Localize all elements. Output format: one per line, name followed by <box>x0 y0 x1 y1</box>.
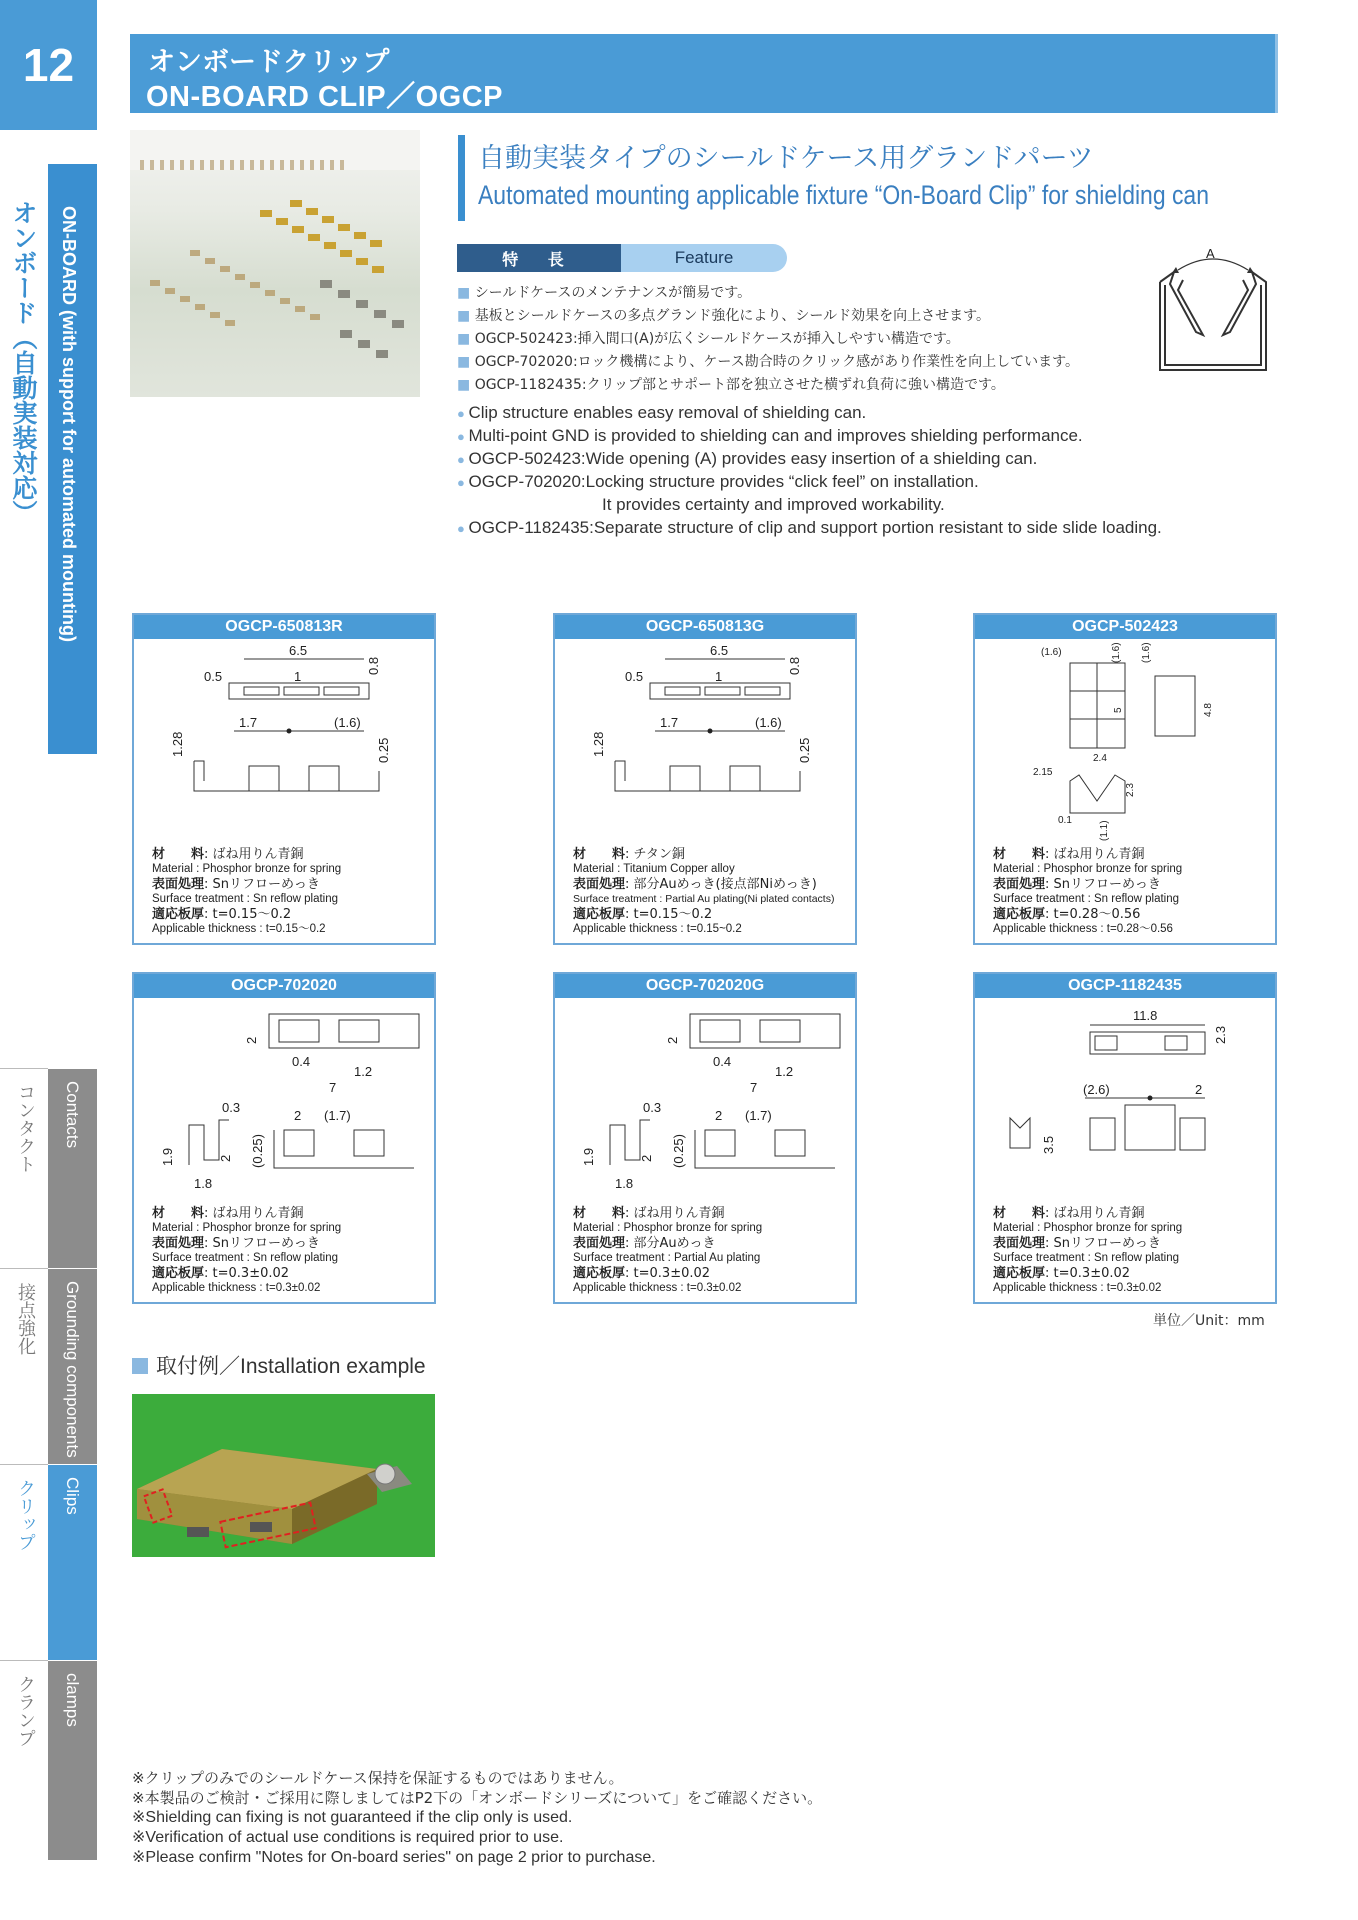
spec-label: 材 料 <box>993 847 1046 862</box>
spec-value-en: Material : Phosphor bronze for spring <box>573 1222 763 1234</box>
dim-label: 1.7 <box>660 715 679 730</box>
dim-label: 1 <box>294 669 302 684</box>
spec-label: 適応板厚 <box>152 907 205 922</box>
product-drawing <box>555 641 855 846</box>
header-title-en: ON-BOARD CLIP／OGCP <box>146 81 504 113</box>
spec-label: 材 料 <box>573 1206 626 1221</box>
product-name: OGCP-650813G <box>555 615 855 639</box>
dim-label: 6.5 <box>289 643 308 658</box>
dim-label: 2 <box>244 1036 259 1044</box>
product-card-1182435 <box>973 972 1277 1304</box>
feature-item-jp: ■ 基板とシールドケースの多点グランド強化により、シールド効果を向上させます。 <box>457 305 1157 328</box>
spec-label: 表面処理 <box>993 877 1046 892</box>
spec-label: 材 料 <box>573 847 626 862</box>
page-header <box>130 34 1278 113</box>
dim-label: 6.5 <box>710 643 729 658</box>
feature-item-en: ● OGCP-1182435:Separate structure of clip and support portion resistant to side slide loading. <box>457 516 1287 539</box>
dim-label: 2.3 <box>1125 783 1136 797</box>
spec-label: 適応板厚 <box>573 1266 626 1281</box>
dim-label: 2.15 <box>1033 767 1053 778</box>
side-category-onboard-en: ON-BOARD (with support for automated mounting) <box>59 206 79 642</box>
dim-label: (1.6) <box>755 715 782 730</box>
side-category-clips[interactable] <box>0 1464 97 1660</box>
unit-note: 単位／Unit：mm <box>1153 1313 1265 1329</box>
footnote: ※Shielding can fixing is not guaranteed if the clip only is used. <box>132 1809 573 1826</box>
product-card-650813r <box>132 613 436 945</box>
clip-opening-diagram <box>1148 240 1278 385</box>
dim-label: (1.6) <box>1111 642 1122 663</box>
spec-label: 表面処理 <box>573 1236 626 1251</box>
spec-label: 適応板厚 <box>152 1266 205 1281</box>
product-name: OGCP-702020G <box>555 974 855 998</box>
dim-label: 11.8 <box>1133 1008 1158 1023</box>
spec-value: ばね用りん青銅 <box>1053 1206 1145 1221</box>
side-category-label-en: Clips <box>63 1477 82 1515</box>
intro-title-jp: 自動実装タイプのシールドケース用グランドパーツ <box>478 143 1094 174</box>
spec-label: 表面処理 <box>993 1236 1046 1251</box>
spec-label: 適応板厚 <box>573 907 626 922</box>
side-category-label-jp: クランプ <box>15 1675 36 1747</box>
feature-item-en: ● OGCP-702020:Locking structure provides “click feel” on installation. <box>457 470 1287 493</box>
side-category-contacts[interactable] <box>0 1068 97 1268</box>
spec-value-en: Material : Phosphor bronze for spring <box>993 1222 1183 1234</box>
feature-heading <box>457 244 787 272</box>
side-category-label-jp: 接点強化 <box>15 1283 36 1355</box>
spec-label: 表面処理 <box>152 877 205 892</box>
spec-label: 材 料 <box>152 1206 205 1221</box>
side-category-label-jp: クリップ <box>15 1479 36 1551</box>
spec-value: t=0.15～0.2 <box>633 907 713 922</box>
spec-value: チタン銅 <box>633 847 685 862</box>
product-spec: 材 料: ばね用りん青銅 Material : Phosphor bronze for spring 表面処理: Snリフローめっき Surface treatment : Sn reflow plating 適応板厚: t=0.3±0.02 Applicable thickness : t=0.3±0.02 <box>993 1206 1271 1296</box>
side-category-clamps[interactable] <box>0 1660 97 1860</box>
dim-label: 1.7 <box>239 715 258 730</box>
feature-item-en: ● Multi-point GND is provided to shielding can and improves shielding performance. <box>457 424 1287 447</box>
dim-label: 1.9 <box>581 1147 596 1166</box>
spec-value: t=0.3±0.02 <box>212 1266 290 1281</box>
dim-label: 0.5 <box>625 669 644 684</box>
diagram-label-a: A <box>1206 246 1215 261</box>
spec-label: 材 料 <box>152 847 205 862</box>
dim-label: (1.7) <box>745 1108 772 1123</box>
footnote: ※Please confirm "Notes for On-board series" on page 2 prior to purchase. <box>132 1849 656 1866</box>
feature-item-jp: ■ OGCP-702020:ロック機構により、ケース勘合時のクリック感があり作業性を向上しています。 <box>457 351 1157 374</box>
header-title-jp: オンボードクリップ <box>148 47 390 78</box>
spec-value: 部分Auめっき <box>633 1236 716 1251</box>
dim-label: 0.8 <box>366 656 381 675</box>
dim-label: (2.6) <box>1083 1082 1110 1097</box>
intro-title-en: Automated mounting applicable fixture “On-Board Clip” for shielding can <box>478 180 1209 210</box>
spec-value: Snリフローめっき <box>212 1236 320 1251</box>
feature-item-en: ● OGCP-502423:Wide opening (A) provides easy insertion of a shielding can. <box>457 447 1287 470</box>
feature-item-jp: ■ OGCP-1182435:クリップ部とサポート部を独立させた横ずれ負荷に強い構造です。 <box>457 374 1157 397</box>
dim-label: 1.2 <box>354 1064 373 1079</box>
dim-label: 2 <box>294 1108 302 1123</box>
product-card-702020g <box>553 972 857 1304</box>
spec-value-en: Material : Phosphor bronze for spring <box>152 863 342 875</box>
dim-label: 1.8 <box>615 1176 634 1191</box>
side-category-label-en: Grounding components <box>63 1281 82 1458</box>
dim-label: 0.8 <box>787 656 802 675</box>
dim-label: 1.8 <box>194 1176 213 1191</box>
spec-label: 適応板厚 <box>993 907 1046 922</box>
spec-value-en: Material : Phosphor bronze for spring <box>152 1222 342 1234</box>
spec-label: 適応板厚 <box>993 1266 1046 1281</box>
dim-label: 0.3 <box>643 1100 662 1115</box>
spec-value: Snリフローめっき <box>212 877 320 892</box>
dim-label: 1.28 <box>170 731 185 757</box>
spec-value-en: Applicable thickness : t=0.3±0.02 <box>152 1282 321 1294</box>
spec-value: t=0.28～0.56 <box>1053 907 1141 922</box>
feature-tab-jp: 特 長 <box>457 244 621 272</box>
square-bullet-icon <box>132 1358 148 1374</box>
dim-label: (1.6) <box>1141 642 1152 663</box>
spec-label: 表面処理 <box>573 877 626 892</box>
installation-example-image <box>132 1394 435 1557</box>
feature-list-en <box>457 401 1287 539</box>
dim-label: 1.9 <box>160 1147 175 1166</box>
dim-label: 2 <box>715 1108 723 1123</box>
dim-label: 2 <box>665 1036 680 1044</box>
dim-label: 3.5 <box>1041 1135 1056 1154</box>
product-spec: 材 料: ばね用りん青銅 Material : Phosphor bronze for spring 表面処理: Snリフローめっき Surface treatment : Sn reflow plating 適応板厚: t=0.28～0.56 Applicable thickness : t=0.28～0.56 <box>993 847 1271 937</box>
dim-label: (1.6) <box>334 715 361 730</box>
feature-tab-en: Feature <box>621 244 787 272</box>
dim-label: 0.25 <box>797 737 812 763</box>
dim-label: 2.4 <box>1093 753 1107 764</box>
spec-value-en: Applicable thickness : t=0.15～0.2 <box>152 923 326 935</box>
dim-label: 1.2 <box>775 1064 794 1079</box>
spec-value-en: Material : Titanium Copper alloy <box>573 863 735 875</box>
spec-value: ばね用りん青銅 <box>212 1206 304 1221</box>
dim-label: (0.25) <box>250 1134 265 1168</box>
product-spec: 材 料: ばね用りん青銅 Material : Phosphor bronze for spring 表面処理: Snリフローめっき Surface treatment : Sn reflow plating 適応板厚: t=0.15～0.2 Applicable thickness : t=0.15～0.2 <box>152 847 430 937</box>
side-category-label-en: Contacts <box>63 1081 82 1149</box>
dim-label: (1.7) <box>324 1108 351 1123</box>
product-photo <box>130 130 420 397</box>
spec-value-en: Applicable thickness : t=0.3±0.02 <box>993 1282 1162 1294</box>
dim-label: 0.4 <box>713 1054 732 1069</box>
spec-value-en: Surface treatment : Sn reflow plating <box>152 1252 339 1264</box>
product-card-502423 <box>973 613 1277 945</box>
product-drawing <box>134 1000 434 1205</box>
dim-label: 5 <box>1113 707 1124 713</box>
side-category-grounding[interactable] <box>0 1268 97 1464</box>
feature-item-en: It provides certainty and improved workability. <box>602 495 945 514</box>
install-heading <box>132 1350 426 1380</box>
spec-value-en: Material : Phosphor bronze for spring <box>993 863 1183 875</box>
install-title: 取付例／Installation example <box>156 1355 426 1378</box>
spec-value-en: Applicable thickness : t=0.15~0.2 <box>573 923 742 935</box>
product-card-650813g <box>553 613 857 945</box>
side-category-onboard-jp: オンボード（自動実装対応） <box>9 200 38 525</box>
side-category-label-en: clamps <box>63 1673 82 1727</box>
spec-value: ばね用りん青銅 <box>1053 847 1145 862</box>
product-spec: 材 料: ばね用りん青銅 Material : Phosphor bronze for spring 表面処理: 部分Auめっき Surface treatment : Partial Au plating 適応板厚: t=0.3±0.02 Applicable thickness : t=0.3±0.02 <box>573 1206 851 1296</box>
spec-value-en: Surface treatment : Sn reflow plating <box>152 893 339 905</box>
dim-label: (1.1) <box>1099 820 1110 841</box>
spec-value: t=0.15～0.2 <box>212 907 292 922</box>
dim-label: 1.28 <box>591 731 606 757</box>
feature-list-jp <box>457 282 1157 397</box>
product-name: OGCP-650813R <box>134 615 434 639</box>
page-number: 12 <box>0 0 97 130</box>
spec-label: 表面処理 <box>152 1236 205 1251</box>
spec-value-en: Surface treatment : Sn reflow plating <box>993 893 1180 905</box>
feature-item-jp: ■ シールドケースのメンテナンスが簡易です。 <box>457 282 1157 305</box>
spec-value: 部分Auめっき(接点部Niめっき) <box>633 877 817 892</box>
dim-label: 2 <box>639 1154 654 1162</box>
spec-label: 材 料 <box>993 1206 1046 1221</box>
spec-value-en: Surface treatment : Partial Au plating <box>573 1252 761 1264</box>
dim-label: 1 <box>715 669 723 684</box>
spec-value-en: Surface treatment : Partial Au plating(Ni plated contacts) <box>573 893 835 905</box>
product-name: OGCP-702020 <box>134 974 434 998</box>
dim-label: (0.25) <box>671 1134 686 1168</box>
spec-value: t=0.3±0.02 <box>633 1266 711 1281</box>
dim-label: (1.6) <box>1041 647 1062 658</box>
dim-label: 0.5 <box>204 669 223 684</box>
title-accent-bar <box>458 135 465 221</box>
product-spec: 材 料: チタン銅 Material : Titanium Copper alloy 表面処理: 部分Auめっき(接点部Niめっき) Surface treatment : Partial Au plating(Ni plated contacts) 適応板厚: t=0.15～0.2 Applicable thickness : t=0.15~0.2 <box>573 847 851 937</box>
dim-label: 2.3 <box>1213 1025 1228 1044</box>
spec-value: ばね用りん青銅 <box>212 847 304 862</box>
spec-value-en: Surface treatment : Sn reflow plating <box>993 1252 1180 1264</box>
footnote: ※Verification of actual use conditions is required prior to use. <box>132 1829 564 1846</box>
side-category-onboard[interactable] <box>0 164 97 754</box>
spec-value-en: Applicable thickness : t=0.28～0.56 <box>993 923 1173 935</box>
product-card-702020 <box>132 972 436 1304</box>
dim-label: 2 <box>218 1154 233 1162</box>
footnote: ※本製品のご検討・ご採用に際しましてはP2下の「オンボードシリーズについて」をご確認ください。 <box>132 1789 823 1807</box>
dim-label: 2 <box>1195 1082 1203 1097</box>
product-drawing <box>975 1000 1275 1205</box>
product-drawing <box>555 1000 855 1205</box>
spec-value: Snリフローめっき <box>1053 1236 1161 1251</box>
dim-label: 0.25 <box>376 737 391 763</box>
product-drawing <box>975 641 1275 846</box>
product-spec: 材 料: ばね用りん青銅 Material : Phosphor bronze for spring 表面処理: Snリフローめっき Surface treatment : Sn reflow plating 適応板厚: t=0.3±0.02 Applicable thickness : t=0.3±0.02 <box>152 1206 430 1296</box>
side-category-label-jp: コンタクト <box>15 1083 36 1173</box>
feature-item-en: ● Clip structure enables easy removal of shielding can. <box>457 401 1287 424</box>
spec-value: t=0.3±0.02 <box>1053 1266 1131 1281</box>
spec-value-en: Applicable thickness : t=0.3±0.02 <box>573 1282 742 1294</box>
product-drawing <box>134 641 434 846</box>
spec-value: Snリフローめっき <box>1053 877 1161 892</box>
footnotes <box>132 1768 1272 1868</box>
dim-label: 0.4 <box>292 1054 311 1069</box>
product-name: OGCP-502423 <box>975 615 1275 639</box>
dim-label: 7 <box>750 1080 758 1095</box>
dim-label: 7 <box>329 1080 337 1095</box>
dim-label: 0.3 <box>222 1100 241 1115</box>
feature-item-jp: ■ OGCP-502423:挿入間口(A)が広くシールドケースが挿入しやすい構造です。 <box>457 328 1157 351</box>
spec-value: ばね用りん青銅 <box>633 1206 725 1221</box>
footnote: ※クリップのみでのシールドケース保持を保証するものではありません。 <box>132 1769 624 1787</box>
product-name: OGCP-1182435 <box>975 974 1275 998</box>
dim-label: 0.1 <box>1058 815 1072 826</box>
dim-label: 4.8 <box>1203 703 1214 717</box>
